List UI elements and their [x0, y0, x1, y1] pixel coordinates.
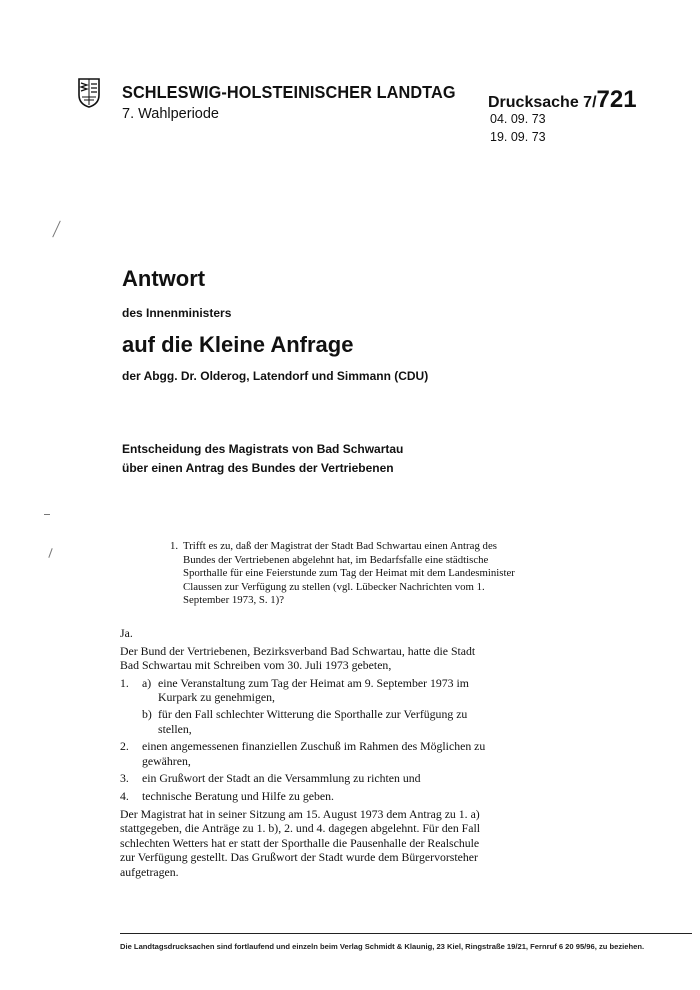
subject-block	[122, 440, 422, 478]
heading-answer: Antwort	[122, 266, 206, 291]
question-text: Trifft es zu, daß der Magistrat der Stadt Bad Schwartau einen Antrag des Bundes der Vertriebenen abgelehnt hat, im Bedarfsfalle eine städtische Sporthalle für eine Feierstunde zum Tag der Heimat mit dem Landesminister Claussen zur Verfügung zu stellen (vgl. Lübecker Nachrichten vom 1. September 1973, S. 1)?	[183, 540, 515, 607]
date-1: 04. 09. 73	[490, 112, 546, 126]
list-item-text: einen angemessenen finanziellen Zuschuß im Rahmen des Möglichen zu gewähren,	[142, 739, 486, 768]
list-item	[120, 739, 495, 768]
answer-intro: Der Bund der Vertriebenen, Bezirksverband Bad Schwartau, hatte die Stadt Bad Schwartau mit Schreiben vom 30. Juli 1973 gebeten,	[120, 643, 476, 673]
drucksache-number	[488, 86, 637, 114]
subject-line: Entscheidung des Magistrats von Bad Schwartau	[122, 442, 404, 456]
list-subitem	[142, 676, 495, 705]
heading-inquiry: auf die Kleine Anfrage	[122, 332, 354, 357]
scan-mark	[44, 514, 50, 515]
list-item-number: 4.	[120, 788, 129, 803]
answer-block	[120, 626, 495, 880]
subject-line: über einen Antrag des Bundes der Vertriebenen	[122, 461, 394, 475]
list-item-number: 2.	[120, 739, 129, 754]
footer-note: Die Landtagsdrucksachen sind fortlaufend und einzeln beim Verlag Schmidt & Klaunig, 23 Kiel, Ringstraße 19/21, Fernruf 6 20 95/96, zu beziehen.	[120, 942, 645, 951]
list-subitem-text: eine Veranstaltung zum Tag der Heimat am 9. September 1973 im Kurpark zu genehmigen,	[158, 675, 469, 705]
footer-divider	[120, 933, 692, 934]
subheading-members: der Abgg. Dr. Olderog, Latendorf und Simmann (CDU)	[122, 369, 429, 383]
list-subitem-label: b)	[142, 706, 152, 721]
list-item-text: ein Grußwort der Stadt an die Versammlung zu richten und	[142, 771, 421, 786]
drucksache-value: 721	[596, 86, 637, 113]
drucksache-label: Drucksache 7/	[488, 94, 597, 111]
coat-of-arms-icon	[78, 78, 100, 108]
answer-yes: Ja.	[120, 626, 133, 640]
list-subitem-label: a)	[142, 675, 152, 690]
answer-decision: Der Magistrat hat in seiner Sitzung am 15. August 1973 dem Antrag zu 1. a) stattgegeben, die Anträge zu 1. b), 2. und 4. dagegen abgelehnt. Für den Fall schlechten Wetters hat er statt der Sporthalle die Pausenhalle der Realschule zur Verfügung gestellt. Das Grußwort der Stadt wurde dem Bürgervorsteher aufgetragen.	[120, 806, 481, 879]
list-subitem	[142, 707, 495, 736]
election-period: 7. Wahlperiode	[122, 106, 219, 122]
list-item	[120, 676, 495, 736]
scan-mark	[48, 548, 52, 558]
date-2: 19. 09. 73	[490, 130, 546, 144]
parliament-name: SCHLESWIG-HOLSTEINISCHER LANDTAG	[122, 82, 456, 102]
list-item	[120, 771, 495, 786]
list-item-number: 1.	[120, 675, 129, 690]
question-block	[170, 540, 525, 608]
list-item-text: technische Beratung und Hilfe zu geben.	[142, 788, 334, 803]
list-subitem-text: für den Fall schlechter Witterung die Sporthalle zur Verfügung zu stellen,	[158, 706, 468, 736]
question-number: 1.	[170, 540, 179, 552]
subheading-minister: des Innenministers	[122, 306, 232, 320]
scan-mark	[52, 221, 61, 238]
list-item-number: 3.	[120, 771, 129, 786]
list-item	[120, 789, 495, 804]
